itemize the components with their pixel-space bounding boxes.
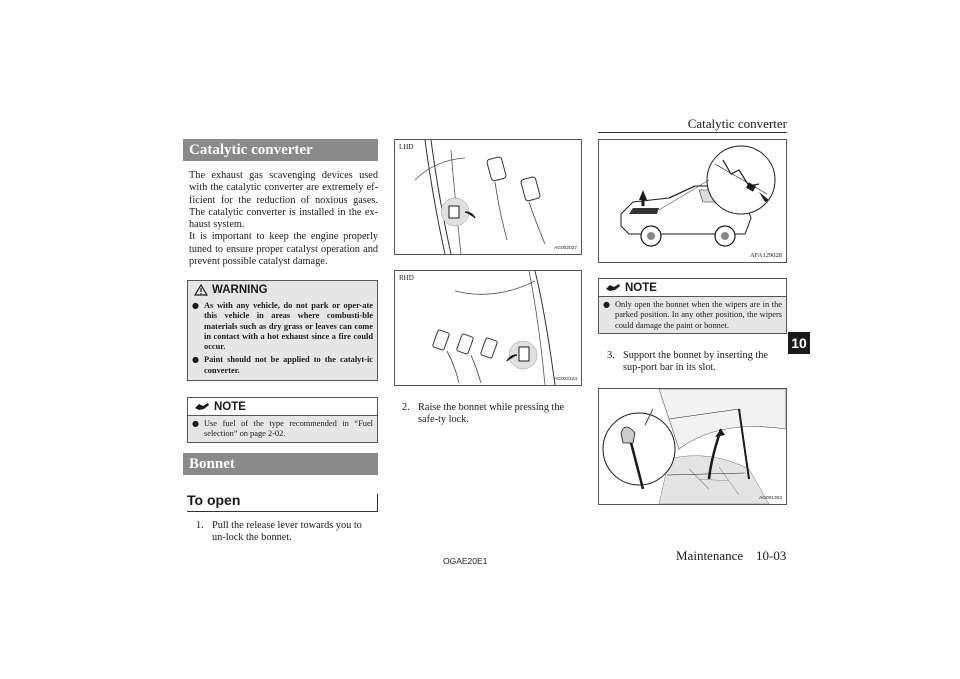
note-header [599,279,786,297]
figure-label-lhd: LHD [399,143,414,151]
figure-rhd-pedals [394,270,582,386]
note-label: NOTE [625,281,657,294]
figure-car-bonnet-release [598,139,787,263]
note-item: ● Only open the bonnet when the wipers are in the parked position. In any other position, the wipers could damage the paint or bonnet. [603,300,782,330]
bullet-dot-icon: ● [192,355,199,365]
note-hand-icon [605,282,621,293]
catalytic-paragraph-2: It is important to keep the engine properly tuned to ensure proper catalyst operation and prevent possible catalyst damage. [189,231,378,268]
bullet-dot-icon: ● [192,419,199,428]
step-2: 2. Raise the bonnet while pressing the safe-ty lock. [402,402,565,426]
lhd-pedal-illustration [395,140,581,254]
note-box-fuel [187,397,378,443]
figure-code-rhd: AG002124 [554,377,577,382]
rhd-pedal-illustration [395,271,581,385]
running-header-title: Catalytic converter [687,116,787,131]
note-label: NOTE [214,400,246,413]
header-rule [598,132,787,133]
catalytic-body [189,170,378,268]
warning-item: ● As with any vehicle, do not park or oper-ate this vehicle in areas where combusti-ble materials such as dry grass or leaves can come in contact with a hot exhaust since a fire could occur. [192,301,373,352]
step-3: 3. Support the bonnet by inserting the sup-port bar in its slot. [607,350,768,374]
warning-item: ● Paint should not be applied to the catalyt-ic converter. [192,355,373,375]
warning-box [187,280,378,381]
figure-label-rhd: RHD [399,274,414,282]
subsection-title-to-open: To open [187,492,241,508]
note-hand-icon [194,401,210,412]
note-box-wipers [598,278,787,334]
bullet-dot-icon: ● [192,301,199,310]
catalytic-paragraph-1: The exhaust gas scavenging devices used with the catalytic converter are extremely ef-ficient for the reduction of noxious gases. The catalytic converter is installed in the ex-haust system. [189,170,378,231]
car-illustration [599,140,786,262]
figure-code-lhd: AG002027 [554,246,577,251]
footer-page-number: 10-03 [756,548,787,563]
footer-document-code: OGAE20E1 [443,556,488,566]
section-title-catalytic: Catalytic converter [183,139,378,161]
warning-triangle-icon [194,284,208,296]
subsection-rule [187,511,378,512]
bullet-dot-icon: ● [603,300,610,309]
figure-code-support-bar: AG001302 [759,496,782,501]
step-1: 1. Pull the release lever towards you to un-lock the bonnet. [196,520,362,544]
warning-header [188,281,377,298]
support-bar-illustration [599,389,786,504]
footer-section-name: Maintenance [676,548,744,563]
section-title-bonnet: Bonnet [183,453,378,475]
note-header [188,398,377,416]
chapter-tab: 10 [788,332,810,354]
warning-label: WARNING [212,283,268,296]
figure-lhd-pedals [394,139,582,255]
figure-support-bar [598,388,787,505]
note-item: ● Use fuel of the type recommended in “Fuel selection” on page 2-02. [192,419,373,439]
subsection-rule-tick [377,494,378,512]
figure-code-car: AFA129028 [749,252,782,259]
